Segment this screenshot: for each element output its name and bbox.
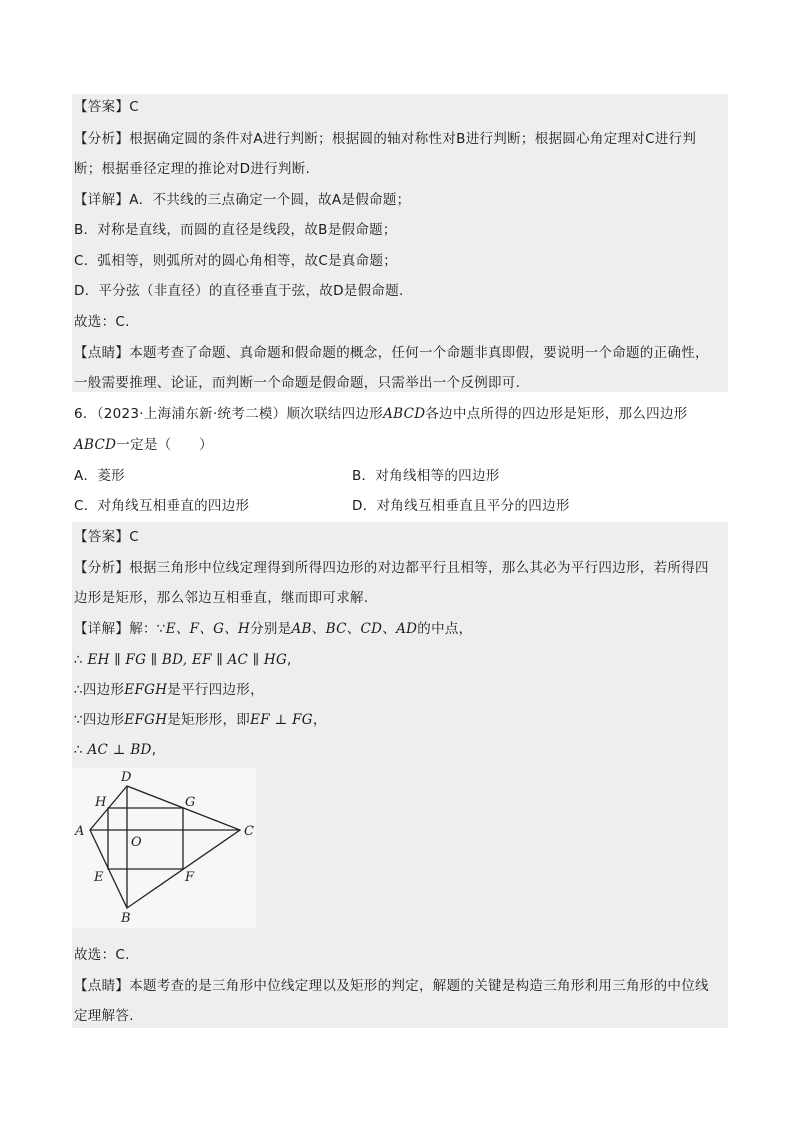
q5-comment-line-1: 【点睛】本题考查了命题、真命题和假命题的概念，任何一个命题非真即假，要说明一个命题的正确性，: [74, 345, 709, 361]
q6-stem-line-1: [74, 405, 688, 423]
quad-abcd-outline: [90, 786, 240, 908]
q5-analysis-line-1: 【分析】根据确定圆的条件对A进行判断；根据圆的轴对称性对B进行判断；根据圆心角定理对C进行判: [74, 131, 697, 147]
q6-option-d: D．对角线互相垂直且平分的四边形: [352, 498, 570, 514]
label-d: D: [121, 770, 132, 785]
q5-detail-line-1: 【详解】A．不共线的三点确定一个圆，故A是假命题；: [74, 192, 411, 208]
q6-option-c: C．对角线互相垂直的四边形: [74, 498, 250, 514]
q6-stem-suffix: 各边中点所得的四边形是矩形，那么四边形: [425, 406, 688, 422]
q6-detail-line-4: [74, 711, 327, 729]
q6-comma-3: ,: [151, 742, 157, 758]
q6-analysis-line-2: 边形是矩形，那么邻边互相垂直，继而即可求解.: [74, 590, 369, 606]
q6-quad-abcd-2: ABCD: [74, 437, 117, 453]
q6-option-b: B．对角线相等的四边形: [352, 468, 500, 484]
q6-quad-word-2: 四边形: [82, 712, 125, 728]
q6-ac-perp-bd: AC ⊥ BD: [87, 742, 152, 758]
q6-quad-efgh-2: EFGH: [124, 712, 168, 728]
q6-detail-are: 分别是: [250, 621, 292, 637]
because-symbol: ∵: [74, 712, 83, 728]
q6-ef-perp-fg: EF ⊥ FG: [250, 712, 313, 728]
q5-detail-line-3: C．弧相等，则弧所对的圆心角相等，故C是真命题；: [74, 253, 398, 269]
q6-detail-midpoints: 的中点，: [417, 621, 473, 637]
q6-sep-3: 、: [382, 621, 397, 637]
therefore-symbol: ∴: [74, 742, 83, 758]
q6-sep-2: 、: [346, 621, 361, 637]
q6-seg-ad: AD: [396, 621, 418, 637]
q6-sep-1: 、: [311, 621, 326, 637]
q5-analysis-line-2: 断；根据垂径定理的推论对D进行判断.: [74, 161, 311, 177]
q6-option-a: A．菱形: [74, 468, 125, 484]
q6-detail-prefix: 【详解】解：∵: [74, 621, 166, 637]
label-a: A: [75, 824, 85, 839]
q5-comment-line-2: 一般需要推理、论证，而判断一个命题是假命题，只需举出一个反例即可.: [74, 375, 521, 391]
q6-quad-abcd: ABCD: [383, 406, 426, 422]
q6-analysis-line-1: 【分析】根据三角形中位线定理得到所得四边形的对边都平行且相等，那么其必为平行四边形，若所得四: [74, 560, 709, 576]
q6-quad-efgh: EFGH: [124, 682, 168, 698]
q6-comma: ,: [287, 652, 292, 668]
q6-choose: 故选：C.: [74, 947, 130, 963]
label-b: B: [121, 911, 131, 926]
q6-stem-end: 一定是（ ）: [116, 437, 213, 453]
q6-seg-bc: BC: [325, 621, 347, 637]
q5-detail-line-2: B．对称是直线，而圆的直径是线段，故B是假命题；: [74, 222, 397, 238]
q5-choose: 故选：C.: [74, 314, 130, 330]
q6-comment-line-1: 【点睛】本题考查的是三角形中位线定理以及矩形的判定，解题的关键是构造三角形利用三角形的中位线: [74, 978, 709, 994]
q6-answer: 【答案】C: [74, 529, 139, 545]
q5-answer: 【答案】C: [74, 99, 139, 115]
q6-seg-cd: CD: [360, 621, 383, 637]
label-f: F: [185, 870, 195, 885]
rect-efgh: [108, 808, 183, 869]
label-o: O: [131, 835, 142, 850]
q6-detail-line-1: [74, 620, 472, 638]
q6-is-rectangle: 是矩形形，即: [167, 712, 251, 728]
q5-detail-line-4: D．平分弦（非直径）的直径垂直于弦，故D是假命题.: [74, 283, 404, 299]
q6-geometry-figure: [72, 768, 256, 928]
q6-comma-2: ，: [312, 712, 327, 728]
q6-stem-prefix: 6．（2023·上海浦东新·统考二模）顺次联结四边形: [74, 406, 384, 422]
q6-parallelogram: 是平行四边形，: [167, 682, 264, 698]
label-g: G: [185, 795, 196, 810]
label-c: C: [244, 824, 254, 839]
therefore-symbol: ∴: [74, 652, 83, 668]
q6-points-efgh: E、F、G、H: [165, 621, 251, 637]
label-h: H: [95, 795, 107, 810]
q6-detail-line-5: [74, 741, 156, 759]
q6-detail-line-2: [74, 651, 292, 669]
q6-quad-word: 四边形: [82, 682, 125, 698]
label-e: E: [94, 870, 104, 885]
q6-stem-line-2: [74, 436, 213, 454]
therefore-symbol: ∴: [74, 682, 83, 698]
q6-parallel-relations: EH ∥ FG ∥ BD, EF ∥ AC ∥ HG: [87, 652, 288, 668]
q6-seg-ab: AB: [291, 621, 312, 637]
quadrilateral-diagram: [72, 768, 256, 928]
q6-detail-line-3: [74, 681, 264, 699]
q6-comment-line-2: 定理解答.: [74, 1008, 134, 1024]
